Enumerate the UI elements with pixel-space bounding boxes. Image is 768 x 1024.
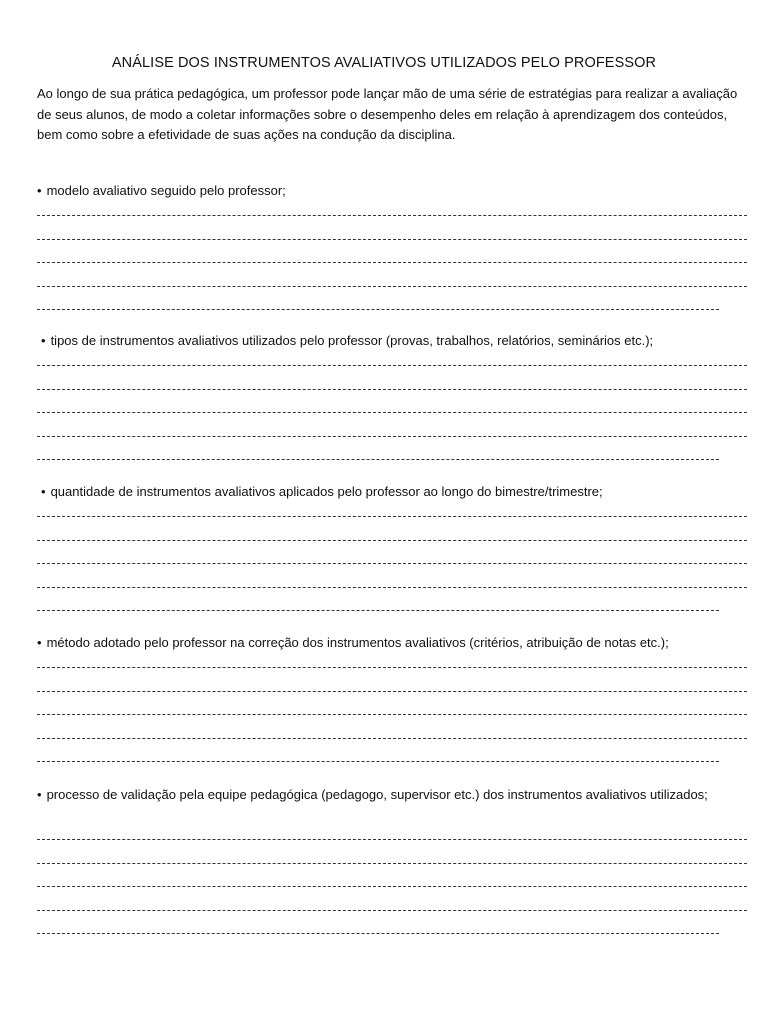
page-title: ANÁLISE DOS INSTRUMENTOS AVALIATIVOS UTILIZADOS PELO PROFESSOR — [111, 55, 657, 71]
bullet-icon: • — [37, 787, 42, 802]
question-4-text: método adotado pelo professor na correção dos instrumentos avaliativos (critérios, atribuição de notas etc.); — [46, 635, 669, 650]
intro-paragraph: Ao longo de sua prática pedagógica, um professor pode lançar mão de uma série de estratégias para realizar a avaliação de seus alunos, de modo a coletar informações sobre o desempenho deles em relação à aprendizagem dos conteúdos, bem como sobre a efetividade de suas ações na condução da disciplina. — [37, 86, 738, 142]
question-4 — [37, 633, 749, 653]
answer-section-5 — [37, 839, 749, 957]
answer-area-4[interactable] — [37, 667, 749, 763]
answer-line[interactable] — [37, 239, 747, 241]
answer-line[interactable] — [37, 309, 719, 311]
answer-line[interactable] — [37, 738, 747, 740]
question-section-4 — [37, 633, 749, 653]
answer-line[interactable] — [37, 714, 747, 716]
answer-line[interactable] — [37, 286, 747, 288]
answer-line[interactable] — [37, 863, 747, 865]
answer-line[interactable] — [37, 839, 747, 841]
answer-line[interactable] — [37, 389, 747, 391]
answer-line[interactable] — [37, 516, 747, 518]
answer-line[interactable] — [37, 933, 719, 935]
answer-section-3 — [37, 516, 749, 634]
bullet-icon: • — [37, 183, 42, 198]
question-3 — [41, 482, 753, 502]
answer-line[interactable] — [37, 540, 747, 542]
question-section-2 — [41, 331, 753, 351]
answer-line[interactable] — [37, 365, 747, 367]
answer-area-2[interactable] — [37, 365, 749, 461]
question-section-3 — [41, 482, 753, 502]
question-5-text: processo de validação pela equipe pedagógica (pedagogo, supervisor etc.) dos instrumentos avaliativos utilizados; — [46, 787, 708, 802]
bullet-icon: • — [37, 635, 42, 650]
answer-line[interactable] — [37, 886, 747, 888]
answer-line[interactable] — [37, 262, 747, 264]
question-3-text: quantidade de instrumentos avaliativos aplicados pelo professor ao longo do bimestre/trimestre; — [50, 484, 603, 499]
bullet-icon: • — [41, 333, 46, 348]
question-5 — [37, 785, 749, 805]
question-2 — [41, 331, 753, 351]
answer-section-4 — [37, 667, 749, 785]
question-1 — [37, 181, 749, 201]
answer-area-5[interactable] — [37, 839, 749, 935]
answer-line[interactable] — [37, 436, 747, 438]
bullet-icon: • — [41, 484, 46, 499]
answer-area-1[interactable] — [37, 215, 749, 311]
question-section-1 — [37, 181, 749, 333]
answer-area-3[interactable] — [37, 516, 749, 612]
answer-line[interactable] — [37, 587, 747, 589]
answer-line[interactable] — [37, 563, 747, 565]
answer-line[interactable] — [37, 761, 719, 763]
answer-line[interactable] — [37, 459, 719, 461]
answer-line[interactable] — [37, 412, 747, 414]
question-section-5 — [37, 785, 749, 805]
answer-line[interactable] — [37, 215, 747, 217]
question-1-text: modelo avaliativo seguido pelo professor; — [46, 183, 286, 198]
answer-line[interactable] — [37, 691, 747, 693]
answer-line[interactable] — [37, 610, 719, 612]
answer-line[interactable] — [37, 910, 747, 912]
answer-line[interactable] — [37, 667, 747, 669]
question-2-text: tipos de instrumentos avaliativos utilizados pelo professor (provas, trabalhos, relatórios, seminários etc.); — [50, 333, 654, 348]
answer-section-2 — [37, 365, 749, 483]
